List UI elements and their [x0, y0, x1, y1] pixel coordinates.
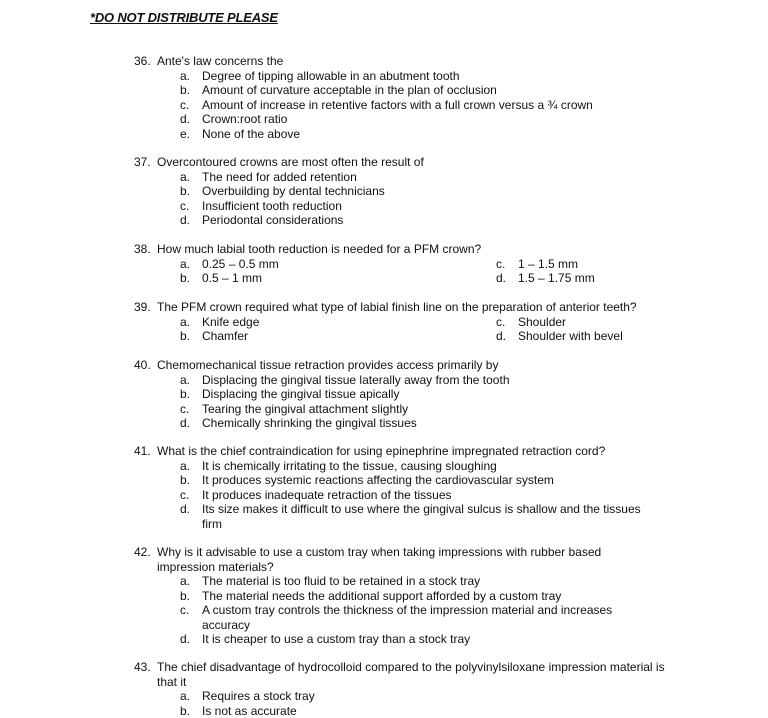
question-text: What is the chief contraindication for using epinephrine impregnated retraction cord? — [157, 444, 694, 459]
question-41 — [134, 444, 694, 531]
question-number: 42. — [134, 545, 157, 574]
answer-option: c. 1 – 1.5 mm — [496, 257, 696, 272]
question-37 — [134, 155, 694, 228]
question-38 — [134, 242, 694, 286]
answer-option: b. Is not as accurate — [180, 704, 694, 718]
question-number: 37. — [134, 155, 157, 170]
question-text: Overcontoured crowns are most often the result of — [157, 155, 694, 170]
question-number: 40. — [134, 358, 157, 373]
question-text: The PFM crown required what type of labial finish line on the preparation of anterior teeth? — [157, 300, 694, 315]
answer-option: a. Knife edge — [180, 315, 496, 330]
answer-option: b. Displacing the gingival tissue apically — [180, 387, 694, 402]
answer-option: d. Crown:root ratio — [180, 112, 694, 127]
question-40 — [134, 358, 694, 431]
answer-option: b. Overbuilding by dental technicians — [180, 184, 694, 199]
answer-option: d. Periodontal considerations — [180, 213, 694, 228]
question-number: 38. — [134, 242, 157, 257]
answer-option: d. 1.5 – 1.75 mm — [496, 271, 696, 286]
question-number: 43. — [134, 660, 157, 689]
answer-option: c. Tearing the gingival attachment slightly — [180, 402, 694, 417]
question-number: 36. — [134, 54, 157, 69]
answer-option: d. Its size makes it difficult to use where the gingival sulcus is shallow and the tissues firm — [180, 502, 694, 531]
page-header: *DO NOT DISTRIBUTE PLEASE — [90, 10, 278, 25]
answer-option: d. Chemically shrinking the gingival tissues — [180, 416, 694, 431]
question-text: Chemomechanical tissue retraction provides access primarily by — [157, 358, 694, 373]
question-text: Why is it advisable to use a custom tray when taking impressions with rubber based impression materials? — [157, 545, 627, 574]
answer-option: d. Shoulder with bevel — [496, 329, 696, 344]
answer-option: a. It is chemically irritating to the tissue, causing sloughing — [180, 459, 694, 474]
answer-option: c. A custom tray controls the thickness of the impression material and increases accuracy — [180, 603, 694, 632]
answer-option: e. None of the above — [180, 127, 694, 142]
answer-option: b. Amount of curvature acceptable in the plan of occlusion — [180, 83, 694, 98]
question-42 — [134, 545, 694, 647]
answer-option: a. Degree of tipping allowable in an abutment tooth — [180, 69, 694, 84]
question-text: Ante's law concerns the — [157, 54, 694, 69]
answer-option: b. It produces systemic reactions affecting the cardiovascular system — [180, 473, 694, 488]
answer-option: c. It produces inadequate retraction of the tissues — [180, 488, 694, 503]
answer-option: a. The need for added retention — [180, 170, 694, 185]
answer-option: b. 0.5 – 1 mm — [180, 271, 496, 286]
answer-option: b. Chamfer — [180, 329, 496, 344]
answer-option: c. Amount of increase in retentive factors with a full crown versus a ¾ crown — [180, 98, 694, 113]
question-text: The chief disadvantage of hydrocolloid compared to the polyvinylsiloxane impression material is that it — [157, 660, 687, 689]
answer-option: a. The material is too fluid to be retained in a stock tray — [180, 574, 694, 589]
answer-option: d. It is cheaper to use a custom tray than a stock tray — [180, 632, 694, 647]
question-43 — [134, 660, 694, 718]
question-36 — [134, 54, 694, 141]
question-number: 41. — [134, 444, 157, 459]
question-text: How much labial tooth reduction is needed for a PFM crown? — [157, 242, 694, 257]
answer-option: c. Insufficient tooth reduction — [180, 199, 694, 214]
question-39 — [134, 300, 694, 344]
answer-option: a. Requires a stock tray — [180, 689, 694, 704]
answer-option: c. Shoulder — [496, 315, 696, 330]
answer-option: a. Displacing the gingival tissue laterally away from the tooth — [180, 373, 694, 388]
answer-option: a. 0.25 – 0.5 mm — [180, 257, 496, 272]
answer-option: b. The material needs the additional support afforded by a custom tray — [180, 589, 694, 604]
question-number: 39. — [134, 300, 157, 315]
